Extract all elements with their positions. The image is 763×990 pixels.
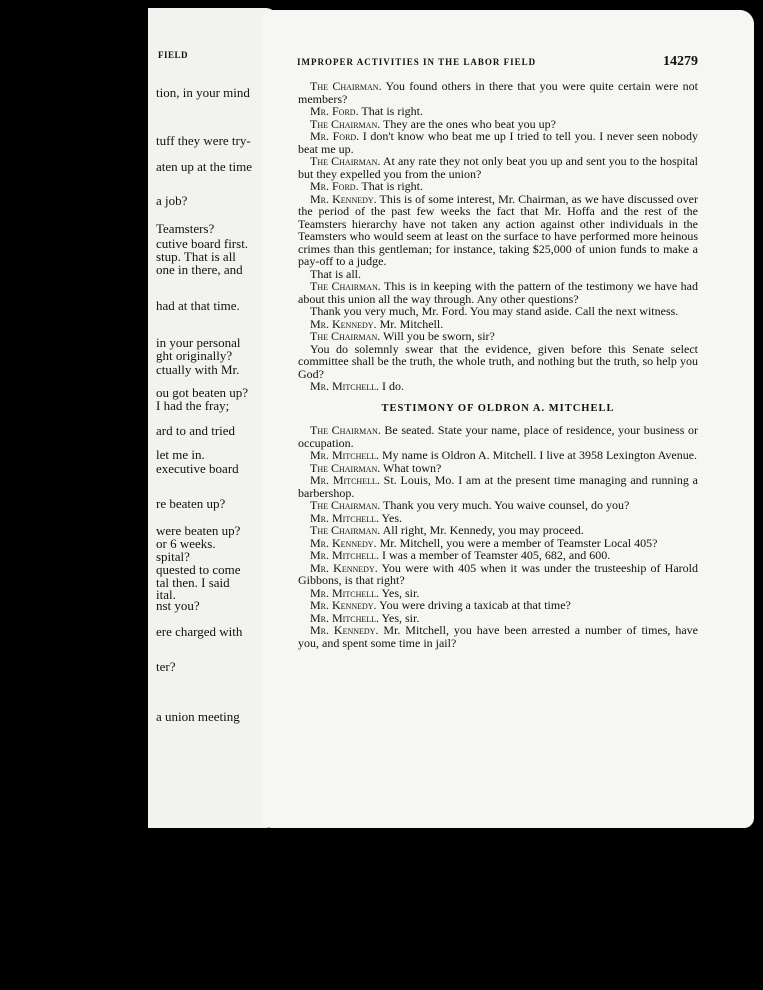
testimony-paragraph: [298, 343, 698, 381]
left-page-fragment: in your personal: [156, 335, 241, 350]
left-page-fragment: tuff they were try-: [156, 133, 251, 148]
speaker-name: Mr. Mitchell.: [310, 585, 379, 600]
speech-text: I do.: [379, 379, 404, 393]
speech-text: Yes, sir.: [379, 610, 420, 625]
testimony-paragraph: [298, 193, 698, 268]
speech-text: Mr. Mitchell, you were a member of Teamster Local 405?: [376, 535, 658, 550]
left-page-fragment: re beaten up?: [156, 496, 226, 511]
right-page: [262, 10, 754, 828]
speaker-name: Mr. Kennedy.: [310, 623, 379, 637]
speaker-name: Mr. Kennedy.: [310, 316, 377, 331]
speech-text: You found others in there that you were quite certain were not members?: [298, 79, 698, 106]
speech-text: You do solemnly swear that the evidence, given before this Senate select committee shall be the truth, the whole truth, and nothing but the truth, so help you God?: [298, 341, 698, 381]
left-page-fragment: ctually with Mr.: [156, 362, 240, 377]
left-page-fragment: tal then. I said: [156, 575, 230, 590]
speech-text: Will you be sworn, sir?: [380, 329, 495, 343]
speaker-name: The Chairman.: [310, 116, 381, 131]
testimony-paragraph: [298, 624, 698, 649]
running-head: IMPROPER ACTIVITIES IN THE LABOR FIELD: [297, 57, 537, 67]
left-page-fragment: a job?: [156, 193, 188, 208]
speech-text: Mr. Mitchell.: [376, 316, 444, 331]
speaker-name: The Chairman.: [310, 154, 381, 168]
speaker-name: Mr. Mitchell.: [310, 448, 379, 462]
speech-text: St. Louis, Mo. I am at the present time managing and running a barbershop.: [298, 473, 698, 500]
left-page-fragment: executive board: [156, 461, 239, 476]
left-page-fragment: or 6 weeks.: [156, 536, 216, 551]
left-page-fragment: ght originally?: [156, 348, 233, 363]
speech-text: Thank you very much, Mr. Ford. You may stand aside. Call the next witness.: [310, 304, 679, 318]
testimony-paragraph: [298, 424, 698, 449]
speech-text: What town?: [380, 460, 442, 475]
speech-text: Mr. Mitchell, you have been arrested a number of times, have you, and spent some time in jail?: [298, 623, 698, 650]
speech-text: I don't know who beat me up I tried to tell you. I never seen nobody beat me up.: [298, 129, 698, 156]
speaker-name: The Chairman.: [310, 423, 381, 437]
speech-text: This is in keeping with the pattern of the testimony we have had about this union all the way through. Any other questions?: [298, 279, 698, 306]
speaker-name: Mr. Mitchell.: [310, 610, 379, 625]
speaker-name: The Chairman.: [310, 523, 381, 537]
speaker-name: Mr. Ford.: [310, 179, 359, 193]
left-page-fragment: tion, in your mind: [156, 85, 250, 100]
testimony-paragraph: [298, 380, 698, 393]
left-page-fragment: spital?: [156, 549, 190, 564]
speaker-name: Mr. Mitchell.: [310, 510, 379, 525]
speaker-name: Mr. Kennedy.: [310, 560, 378, 575]
speech-text: At any rate they not only beat you up and sent you to the hospital but they expelled you from the union?: [298, 154, 698, 181]
speech-text: That is right.: [358, 104, 424, 118]
speech-text: That is right.: [358, 179, 424, 193]
page-number: 14279: [663, 54, 698, 69]
left-page-header: FIELD: [158, 50, 189, 60]
speaker-name: Mr. Ford.: [310, 104, 359, 118]
speaker-name: Mr. Mitchell.: [310, 473, 380, 487]
speaker-name: Mr. Kennedy.: [310, 598, 377, 612]
left-page-fragment: a union meeting: [156, 709, 240, 724]
speaker-name: The Chairman.: [310, 498, 381, 512]
left-page-fragment: ard to and tried: [156, 423, 236, 438]
speaker-name: The Chairman.: [310, 79, 382, 93]
speech-text: I was a member of Teamster 405, 682, and 600.: [379, 548, 611, 562]
speaker-name: Mr. Kennedy.: [310, 535, 377, 550]
left-page-fragment: quested to come: [156, 562, 241, 577]
speaker-name: Mr. Ford.: [310, 129, 360, 143]
speech-text: You were driving a taxicab at that time?: [376, 598, 571, 612]
left-page-fragment: had at that time.: [156, 298, 240, 313]
speaker-name: Mr. Mitchell.: [310, 379, 379, 393]
speaker-name: Mr. Kennedy.: [310, 191, 377, 206]
left-page-fragment: cutive board first.: [156, 236, 249, 251]
section-heading: TESTIMONY OF OLDRON A. MITCHELL: [381, 402, 615, 414]
speaker-name: Mr. Mitchell.: [310, 548, 379, 562]
left-page-fragment: were beaten up?: [156, 523, 241, 538]
speech-text: Yes.: [379, 510, 403, 525]
testimony-paragraph: [298, 562, 698, 587]
speech-text: Be seated. State your name, place of residence, your business or occupation.: [298, 423, 698, 450]
left-page-fragment: I had the fray;: [156, 398, 230, 413]
speech-text: You were with 405 when it was under the trusteeship of Harold Gibbons, is that right?: [298, 560, 699, 587]
speaker-name: The Chairman.: [310, 279, 381, 293]
left-page-fragment: ou got beaten up?: [156, 385, 249, 400]
speech-text: This is of some interest, Mr. Chairman, as we have discussed over the period of the past few weeks the fact that Mr. Hoffa and the rest of the Teamsters hierarchy have not taken any action against other individuals in the Teamsters who would seem at least on the surface to have performed more heinous crimes than this gentleman; for instance, taking $25,000 of union funds to make a pay-off to a judge.: [298, 191, 698, 268]
left-page-fragment: ere charged with: [156, 624, 243, 639]
testimony-paragraph: [298, 474, 698, 499]
testimony-paragraph: [298, 80, 698, 105]
left-page: [148, 8, 276, 828]
testimony-paragraph: [298, 280, 698, 305]
speaker-name: The Chairman.: [310, 329, 381, 343]
left-page-fragment: ital.: [156, 587, 176, 602]
speech-text: Thank you very much. You waive counsel, do you?: [380, 498, 630, 512]
testimony-paragraph: [298, 155, 698, 180]
speech-text: They are the ones who beat you up?: [380, 116, 556, 131]
testimony-paragraph: [298, 130, 698, 155]
left-page-fragment: nst you?: [156, 598, 200, 613]
speech-text: That is all.: [310, 266, 361, 281]
left-page-fragment: stup. That is all: [156, 249, 236, 264]
speech-text: My name is Oldron A. Mitchell. I live at 3958 Lexington Avenue.: [379, 448, 698, 462]
left-page-fragment: let me in.: [156, 447, 205, 462]
left-page-fragment: Teamsters?: [156, 221, 215, 236]
page-body: [298, 80, 698, 649]
speech-text: Yes, sir.: [379, 585, 420, 600]
speaker-name: The Chairman.: [310, 460, 381, 475]
left-page-fragment: ter?: [156, 659, 176, 674]
left-page-fragment: one in there, and: [156, 262, 243, 277]
left-page-fragment: aten up at the time: [156, 159, 253, 174]
speech-text: All right, Mr. Kennedy, you may proceed.: [380, 523, 584, 537]
